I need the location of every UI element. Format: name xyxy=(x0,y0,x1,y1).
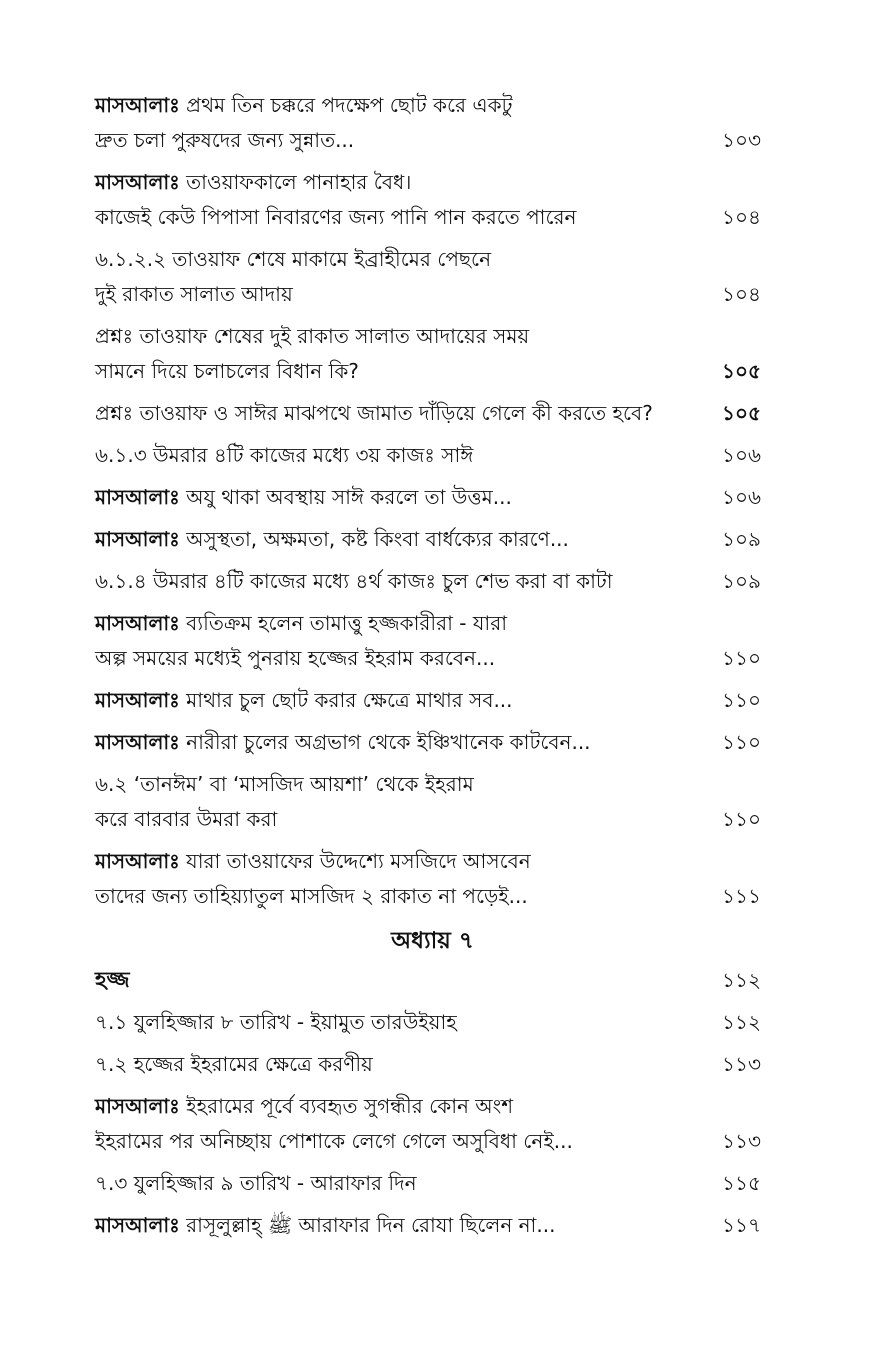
toc-entry-line-text: করে বারবার উমরা করা xyxy=(95,807,278,831)
masala-label: মাসআলাঃ xyxy=(95,527,180,551)
page-number: ১০৬ xyxy=(722,485,761,509)
toc-entry xyxy=(95,242,770,312)
page-number: ১১০ xyxy=(722,646,761,670)
toc-entry-line-text: তাওয়াফকালে পানাহার বৈধ। xyxy=(186,170,412,194)
toc-entry-line-text: ৭.২ হজ্জের ইহরামের ক্ষেত্রে করণীয় xyxy=(95,1052,373,1076)
toc-entry xyxy=(95,396,770,431)
toc-entry-text xyxy=(95,1089,722,1159)
toc-entry-line xyxy=(95,242,722,277)
toc-entry-line xyxy=(95,165,722,200)
chapter-title: অধ্যায় ৭ xyxy=(391,928,474,954)
toc-entry xyxy=(95,963,770,998)
page-number: ১১০ xyxy=(722,807,761,831)
toc-entry-line xyxy=(95,1124,722,1159)
toc-entry-line-text: হজ্জ xyxy=(95,968,130,993)
page-number: ১০৯ xyxy=(722,527,761,551)
toc-entry xyxy=(95,683,770,718)
toc-entry-line xyxy=(95,123,722,158)
page-number: ১০৪ xyxy=(722,205,761,229)
toc-entry-line-text: প্রশ্নঃ তাওয়াফ ও সাঈর মাঝপথে জামাত দাঁড়িয়ে গেলে কী করতে হবে? xyxy=(95,401,653,425)
page-number: ১১২ xyxy=(722,1010,761,1034)
toc-entry-line xyxy=(95,767,722,802)
toc-entry-text xyxy=(95,319,722,389)
page-number: ১১৩ xyxy=(722,1129,761,1153)
toc-entry-line-text: মাথার চুল ছোট করার ক্ষেত্রে মাথার সব... xyxy=(186,688,513,712)
page-number: ১০৬ xyxy=(722,443,761,467)
toc-entry xyxy=(95,1208,770,1243)
toc-entry xyxy=(95,1005,770,1040)
toc-entry-text xyxy=(95,396,722,431)
toc-entry-line xyxy=(95,725,722,760)
toc-entry-text xyxy=(95,88,722,158)
page-number: ১০৯ xyxy=(722,569,761,593)
toc-entry-line xyxy=(95,1005,722,1040)
toc-entry-text xyxy=(95,242,722,312)
toc-entry xyxy=(95,606,770,676)
toc-entry-line xyxy=(95,683,722,718)
toc-entry-line xyxy=(95,564,722,599)
toc-entry-line xyxy=(95,1208,722,1243)
toc-entry xyxy=(95,522,770,557)
toc-entry-text xyxy=(95,683,722,718)
table-of-contents xyxy=(95,88,770,1250)
toc-entry xyxy=(95,438,770,473)
toc-entry-line xyxy=(95,438,722,473)
toc-entry-line-text: দ্রুত চলা পুরুষদের জন্য সুন্নাত... xyxy=(95,128,355,152)
page-number: ১০৫ xyxy=(722,401,761,425)
toc-entry-line-text: যারা তাওয়াফের উদ্দেশ্যে মসজিদে আসবেন xyxy=(186,849,531,873)
toc-entry xyxy=(95,1047,770,1082)
toc-entry-line-text: ব্যতিক্রম হলেন তামাত্তু হজ্জকারীরা - যারা xyxy=(186,611,507,635)
toc-entry-line xyxy=(95,200,722,235)
toc-entry xyxy=(95,1089,770,1159)
masala-label: মাসআলাঃ xyxy=(95,93,180,117)
toc-entry-line-text: সামনে দিয়ে চলাচলের বিধান কি? xyxy=(95,359,359,383)
toc-entry-text xyxy=(95,963,722,998)
toc-entry-line-text: নারীরা চুলের অগ্রভাগ থেকে ইঞ্চিখানেক কাটবেন... xyxy=(186,730,591,754)
toc-entry-text xyxy=(95,1166,722,1201)
toc-entry-text xyxy=(95,1005,722,1040)
page-number: ১০৫ xyxy=(722,359,761,383)
page-number: ১১৩ xyxy=(722,1052,761,1076)
toc-entry-line xyxy=(95,1166,722,1201)
toc-entry-line-text: ইহরামের পূর্বে ব্যবহৃত সুগন্ধীর কোন অংশ xyxy=(186,1094,514,1118)
page-number: ১১০ xyxy=(722,688,761,712)
toc-entry xyxy=(95,165,770,235)
toc-entry-line-text: ৬.১.২.২ তাওয়াফ শেষে মাকামে ইব্রাহীমের পেছনে xyxy=(95,247,492,271)
toc-entry-text xyxy=(95,522,722,557)
toc-entries-chapter-6 xyxy=(95,88,770,914)
toc-entry xyxy=(95,1166,770,1201)
page-number: ১১৭ xyxy=(722,1213,761,1237)
toc-entry-line xyxy=(95,396,722,431)
page-number: ১০৩ xyxy=(722,128,761,152)
toc-entry-text xyxy=(95,480,722,515)
page-number: ১১২ xyxy=(722,968,761,992)
toc-entry-line xyxy=(95,480,722,515)
toc-entry-line xyxy=(95,963,722,998)
masala-label: মাসআলাঃ xyxy=(95,849,180,873)
toc-entries-chapter-7 xyxy=(95,963,770,1243)
toc-entry-line-text: তাদের জন্য তাহিয়্যাতুল মাসজিদ ২ রাকাত না পড়েই... xyxy=(95,884,528,908)
toc-entry xyxy=(95,319,770,389)
page-number: ১১৫ xyxy=(722,1171,761,1195)
toc-entry-text xyxy=(95,1208,722,1243)
toc-entry-line xyxy=(95,1047,722,1082)
masala-label: মাসআলাঃ xyxy=(95,485,180,509)
toc-entry-line-text: ৬.২ ‘তানঈম’ বা ‘মাসজিদ আয়শা’ থেকে ইহরাম xyxy=(95,772,474,796)
toc-entry-text xyxy=(95,767,722,837)
toc-entry xyxy=(95,564,770,599)
toc-entry xyxy=(95,480,770,515)
toc-entry xyxy=(95,844,770,914)
toc-entry-text xyxy=(95,844,722,914)
toc-entry-line-text: ৬.১.৪ উমরার ৪টি কাজের মধ্যে ৪র্থ কাজঃ চুল শেভ করা বা কাটা xyxy=(95,569,613,593)
toc-entry-text xyxy=(95,1047,722,1082)
toc-entry-line-text: রাসূলুল্লাহ্ ﷺ আরাফার দিন রোযা ছিলেন না... xyxy=(186,1213,556,1237)
page-number: ১১১ xyxy=(722,884,761,908)
toc-entry-line-text: প্রথম তিন চক্করে পদক্ষেপ ছোট করে একটু xyxy=(186,93,513,117)
page-number: ১০৪ xyxy=(722,282,761,306)
toc-entry-line xyxy=(95,1089,722,1124)
toc-entry-line xyxy=(95,277,722,312)
toc-entry-line xyxy=(95,844,722,879)
toc-entry-line-text: কাজেই কেউ পিপাসা নিবারণের জন্য পানি পান করতে পারেন xyxy=(95,205,577,229)
toc-entry-line xyxy=(95,641,722,676)
toc-entry-line-text: দুই রাকাত সালাত আদায় xyxy=(95,282,293,306)
masala-label: মাসআলাঃ xyxy=(95,730,180,754)
masala-label: মাসআলাঃ xyxy=(95,688,180,712)
toc-entry-line xyxy=(95,606,722,641)
toc-entry-line-text: অল্প সময়ের মধ্যেই পুনরায় হজ্জের ইহরাম করবেন... xyxy=(95,646,496,670)
toc-entry-line xyxy=(95,879,722,914)
toc-entry-text xyxy=(95,438,722,473)
toc-entry-line xyxy=(95,522,722,557)
toc-entry-line-text: ৭.৩ যুলহিজ্জার ৯ তারিখ - আরাফার দিন xyxy=(95,1171,417,1195)
toc-entry-line xyxy=(95,354,722,389)
toc-entry xyxy=(95,725,770,760)
toc-entry-text xyxy=(95,606,722,676)
masala-label: মাসআলাঃ xyxy=(95,1213,180,1237)
toc-entry-line-text: ইহরামের পর অনিচ্ছায় পোশাকে লেগে গেলে অসুবিধা নেই... xyxy=(95,1129,573,1153)
toc-entry-line-text: অসুস্থতা, অক্ষমতা, কষ্ট কিংবা বার্ধক্যের কারণে... xyxy=(186,527,569,551)
toc-entry-line xyxy=(95,802,722,837)
toc-entry xyxy=(95,88,770,158)
masala-label: মাসআলাঃ xyxy=(95,170,180,194)
masala-label: মাসআলাঃ xyxy=(95,611,180,635)
toc-entry-text xyxy=(95,564,722,599)
page-number: ১১০ xyxy=(722,730,761,754)
masala-label: মাসআলাঃ xyxy=(95,1094,180,1118)
toc-entry-line-text: ৭.১ যুলহিজ্জার ৮ তারিখ - ইয়ামুত তারউইয়াহ xyxy=(95,1010,457,1034)
toc-entry xyxy=(95,767,770,837)
toc-entry-line-text: অযু থাকা অবস্থায় সাঈ করলে তা উত্তম... xyxy=(186,485,512,509)
toc-entry-text xyxy=(95,725,722,760)
toc-entry-line-text: প্রশ্নঃ তাওয়াফ শেষের দুই রাকাত সালাত আদায়ের সময় xyxy=(95,324,530,348)
toc-entry-line xyxy=(95,319,722,354)
toc-entry-text xyxy=(95,165,722,235)
toc-entry-line-text: ৬.১.৩ উমরার ৪টি কাজের মধ্যে ৩য় কাজঃ সাঈ xyxy=(95,443,474,467)
toc-entry-line xyxy=(95,88,722,123)
